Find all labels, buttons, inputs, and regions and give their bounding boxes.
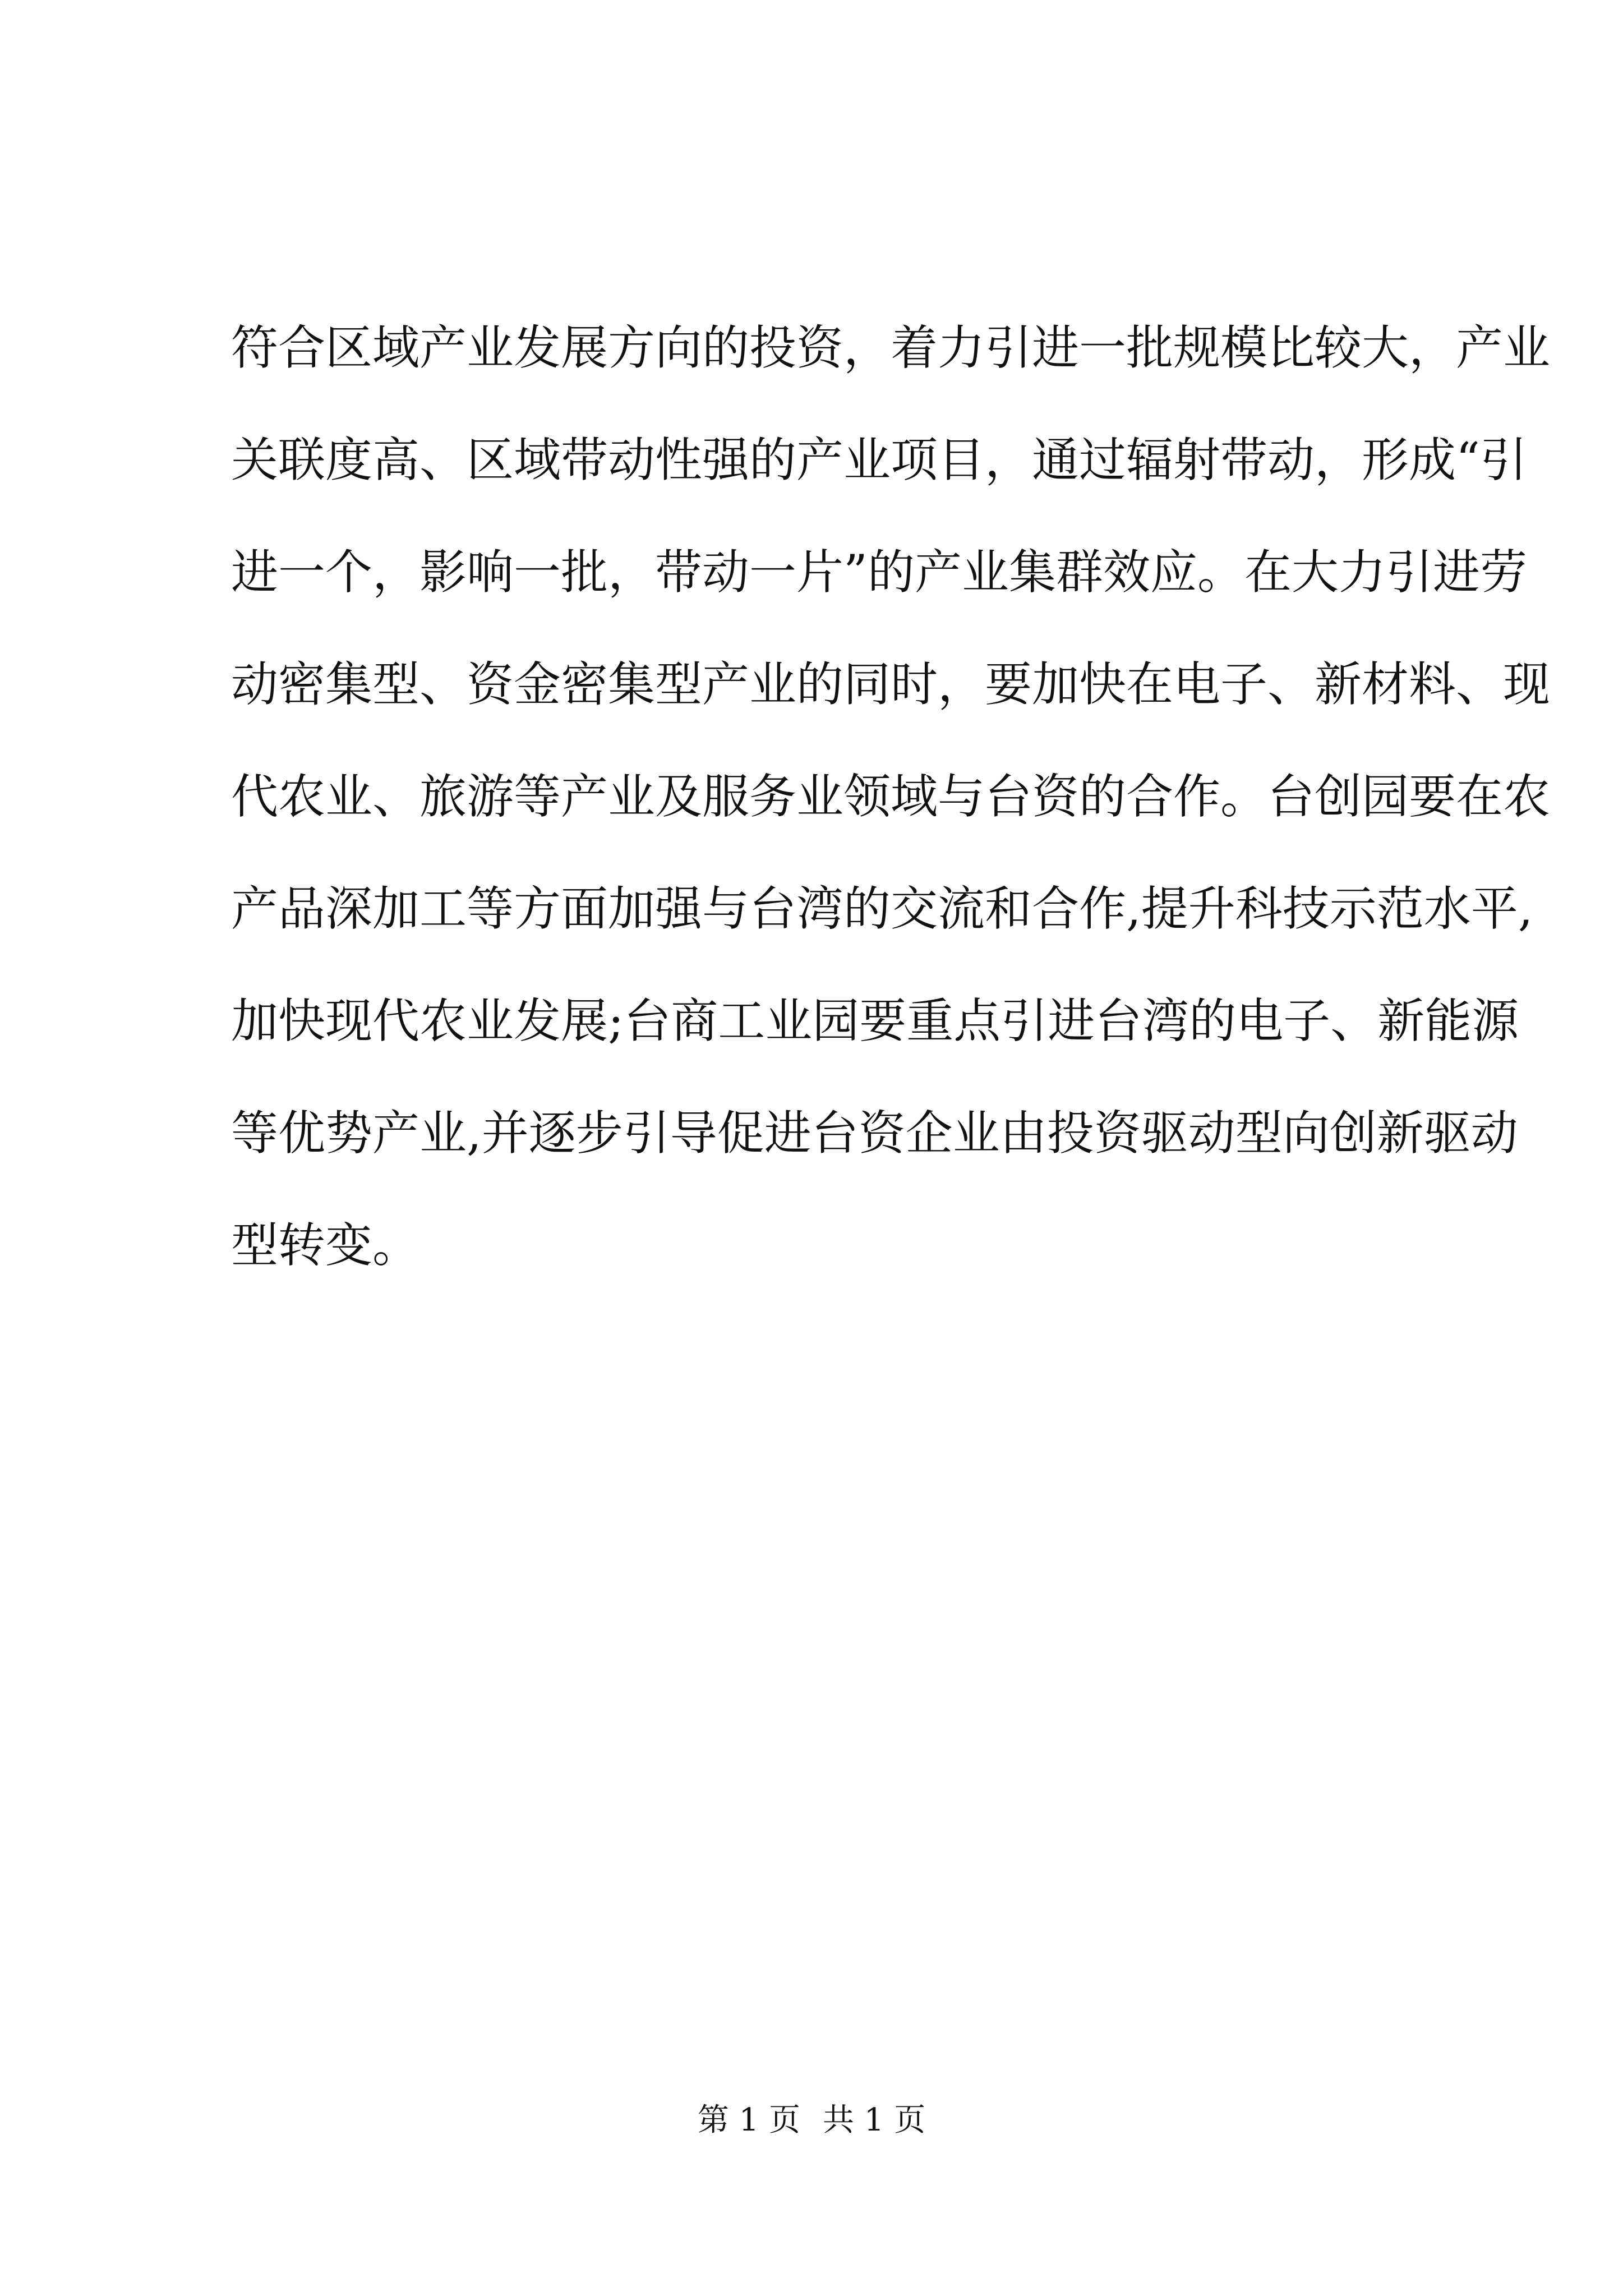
text-line: 关联度高、区域带动性强的产业项目，通过辐射带动，形成“引: [231, 432, 1527, 487]
text-line: 产品深加工等方面加强与台湾的交流和合作,提升科技示范水平,: [231, 881, 1533, 936]
text-line: 代农业、旅游等产业及服务业领域与台资的合作。台创园要在农: [231, 769, 1551, 824]
text-line: 进一个，影响一批，带动一片”的产业集群效应。在大力引进劳: [231, 545, 1527, 600]
current-page-number: 第 1 页: [697, 2102, 800, 2138]
body-paragraph: [231, 292, 1551, 1301]
text-line: 符合区域产业发展方向的投资，着力引进一批规模比较大，产业: [231, 320, 1551, 375]
text-line: 型转变。: [231, 1218, 420, 1273]
text-line: 加快现代农业发展;台商工业园要重点引进台湾的电子、新能源: [231, 993, 1519, 1048]
page-footer: [0, 2098, 1623, 2143]
total-page-count: 共 1 页: [823, 2102, 926, 2138]
text-line: 动密集型、资金密集型产业的同时，要加快在电子、新材料、现: [231, 657, 1551, 712]
text-line: 等优势产业,并逐步引导促进台资企业由投资驱动型向创新驱动: [231, 1106, 1518, 1161]
